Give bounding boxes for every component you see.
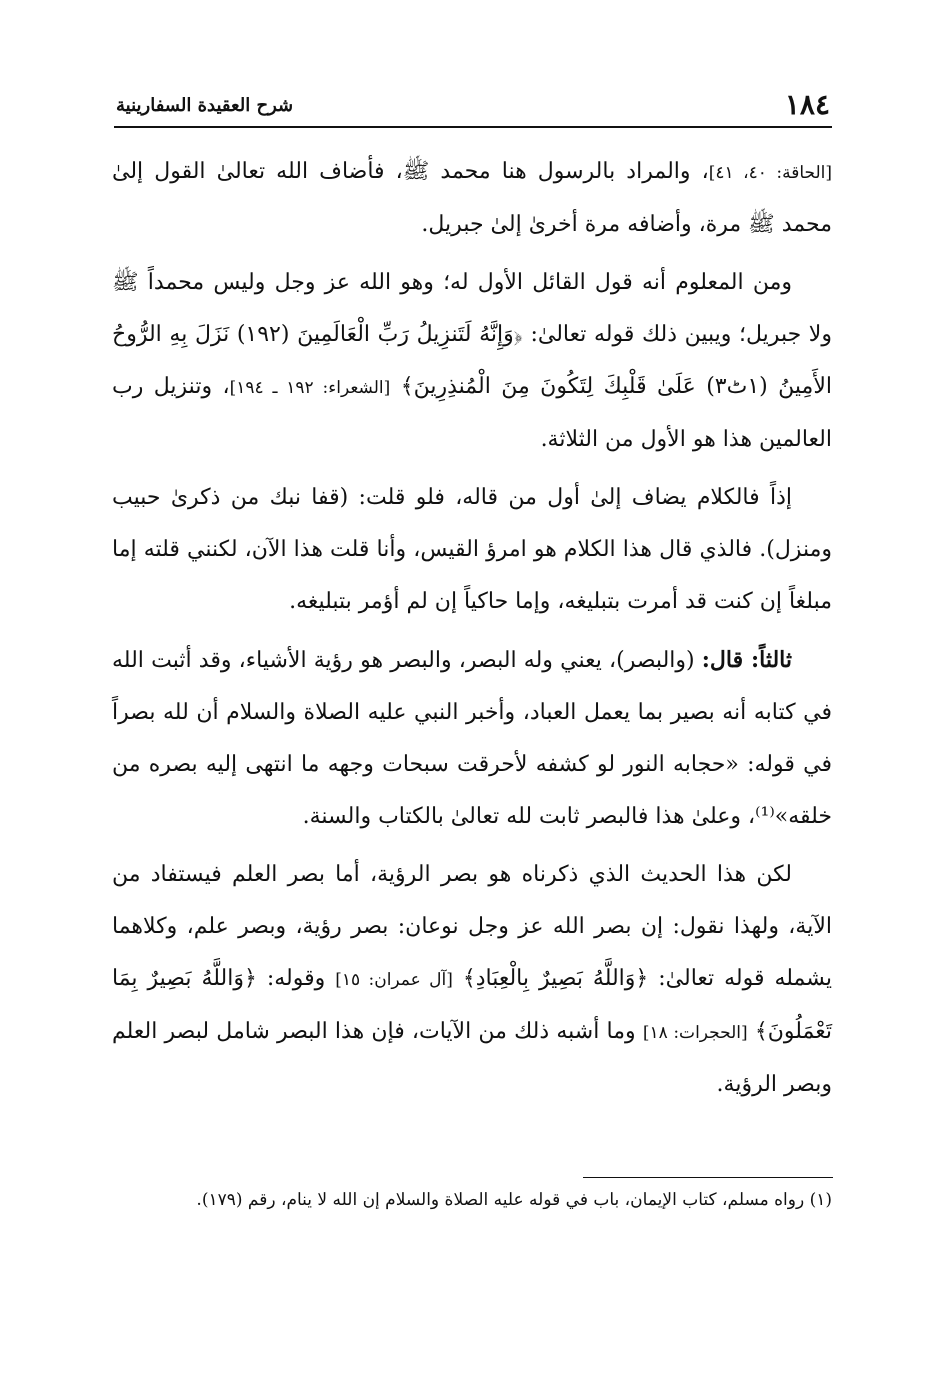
quran-reference-2: [الحجرات: ١٨] (642, 1023, 748, 1043)
paragraph-tail: ، وتنزيل رب العالمين هذا هو الأول من الثلاثة. (112, 374, 832, 452)
paragraph-3 (112, 472, 832, 628)
page-number: ١٨٤ (784, 88, 830, 121)
paragraph-text: ومن المعلوم أنه قول القائل الأول له؛ وهو الله عز وجل وليس محمداً ﷺ ولا جبريل؛ ويبين ذلك قوله تعالىٰ: ﴿وَإِنَّهُ لَتَنزِيلُ رَبِّ الْعَالَمِينَ (١٩٢) نَزَلَ بِهِ الرُّوحُ الأَمِينُ (١ٹ٣) عَلَىٰ قَلْبِكَ لِتَكُونَ مِنَ الْمُنذِرِينَ﴾ (112, 270, 832, 399)
paragraph-5 (112, 849, 832, 1111)
running-title: شرح العقيدة السفارينية (116, 95, 294, 116)
paragraph-text: ، والمراد بالرسول هنا محمد ﷺ، فأضاف الله تعالىٰ القول إلىٰ محمد ﷺ مرة، وأضافه مرة أخرىٰ إلىٰ جبريل. (112, 159, 832, 237)
paragraph-tail: وما أشبه ذلك من الآيات، فإن هذا البصر شامل لبصر العلم وبصر الرؤية. (112, 1019, 832, 1097)
section-lead: ثالثاً: قال: (701, 647, 792, 673)
page-header (116, 88, 830, 122)
paragraph-1 (112, 146, 832, 251)
paragraph-text: (والبصر)، يعني وله البصر، والبصر هو رؤية الأشياء، وقد أثبت الله في كتابه أنه بصير بما يعمل العباد، وأخبر النبي عليه الصلاة والسلام أن لله بصراً في قوله: «حجابه النور لو كشفه لأحرقت سبحات وجهه ما انتهى إليه بصره من خلقه»⁽¹⁾، وعلىٰ هذا فالبصر ثابت لله تعالىٰ بالكتاب والسنة. (112, 648, 833, 829)
paragraph-mid: وقوله: ﴿وَاللَّهُ بَصِيرٌ بِمَا تَعْمَلُونَ﴾ (112, 966, 832, 1044)
page-body (112, 146, 832, 1117)
paragraph-2 (112, 257, 832, 466)
footnote-divider (583, 1177, 833, 1178)
quran-reference: [آل عمران: ١٥] (335, 970, 453, 990)
header-divider (114, 126, 832, 128)
quran-reference: [الشعراء: ١٩٢ ـ ١٩٤] (229, 378, 391, 398)
quran-reference: [الحاقة: ٤٠، ٤١] (708, 163, 833, 183)
paragraph-text: لكن هذا الحديث الذي ذكرناه هو بصر الرؤية، أما بصر العلم فيستفاد من الآية، ولهذا نقول: إن بصر الله عز وجل نوعان: بصر رؤية، وبصر علم، وكلاهما يشمله قوله تعالىٰ: ﴿وَاللَّهُ بَصِيرٌ بِالْعِبَادِ﴾ (112, 862, 833, 991)
paragraph-text: إذاً فالكلام يضاف إلىٰ أول من قاله، فلو قلت: (قفا نبك من ذكرىٰ حبيب ومنزل). فالذي قال هذا الكلام هو امرؤ القيس، وأنا قلت هذا الآن، لكنني قلته إما مبلغاً إن كنت قد أمرت بتبليغه، وإما حاكياً إن لم أؤمر بتبليغه. (112, 485, 832, 614)
footnote: (١) رواه مسلم، كتاب الإيمان، باب في قوله عليه الصلاة والسلام إن الله لا ينام، رقم (١٧٩). (196, 1190, 832, 1210)
paragraph-4 (112, 634, 832, 843)
